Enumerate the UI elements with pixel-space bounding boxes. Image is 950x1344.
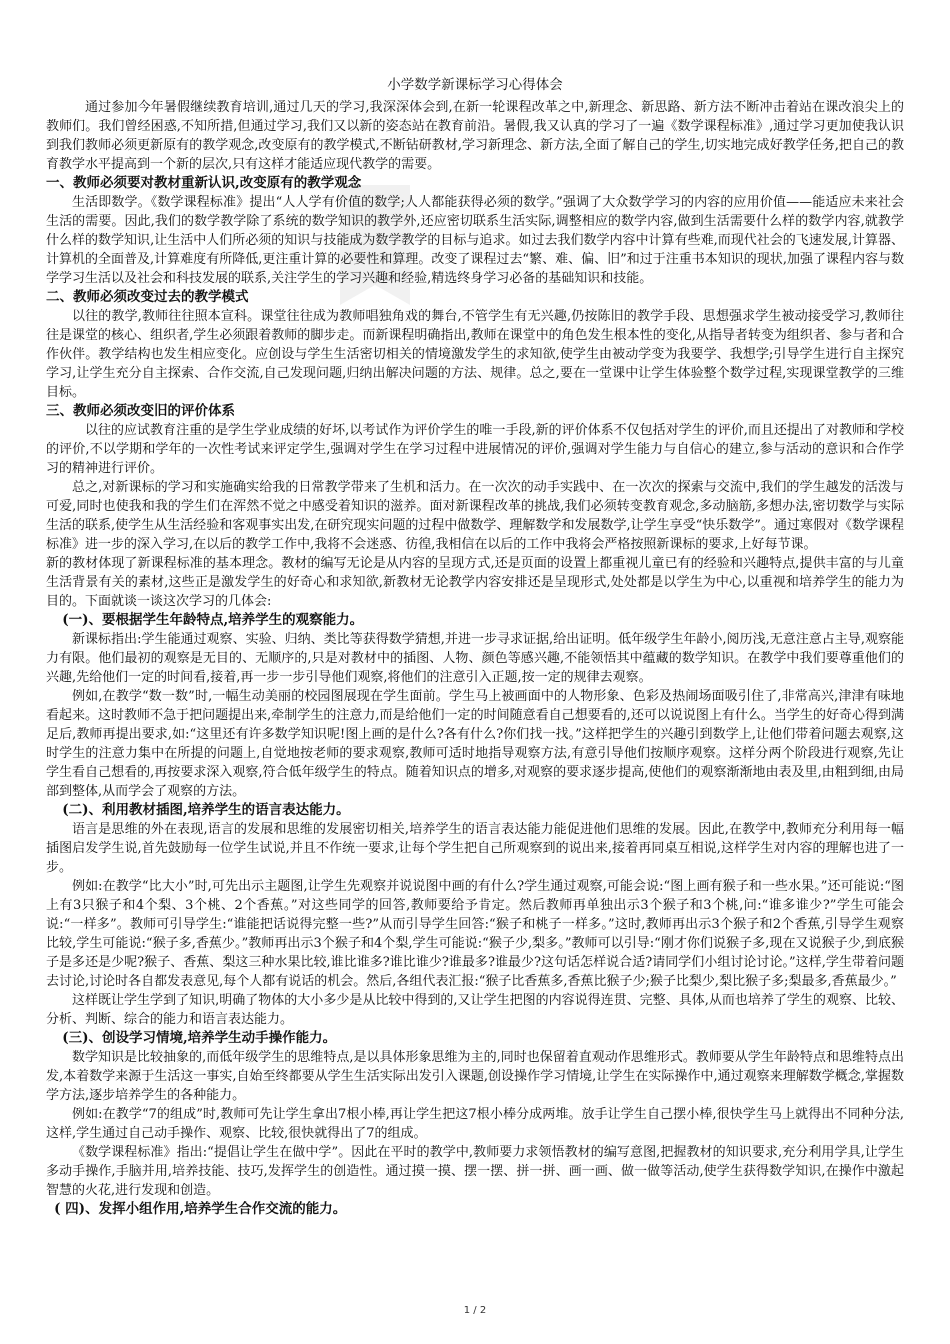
section-3-paragraph-1: 以往的应试教育注重的是学生学业成绩的好坏,以考试作为评价学生的唯一手段,新的评价体系不仅包括对学生的评价,而且还提出了对教师和学校的评价,不以学期和学年的一次性考试来评定学生,强调对学生在学习过程中进展情况的评价,强调对学生能力与自信心的建立,参与活动的意识和合作学习的精神进行评价。 (46, 423, 904, 476)
section-3-paragraph-3: 新的教材体现了新课程标准的基本理念。教材的编写无论是从内容的呈现方式,还是页面的设置上都重视儿童已有的经验和兴趣特点,提供丰富的与儿童生活背景有关的素材,这些正是激发学生的好奇心和求知欲,新教材无论教学内容安排还是呈现形式,处处都是以学生为中心,以重视和培养学生的能力为目的。下面就谈一谈这次学习的几体会: (46, 556, 904, 609)
subsection-3-paragraph-3: 《数学课程标准》指出:“提倡让学生在做中学”。因此在平时的教学中,教师要力求领悟教材的编写意图,把握教材的知识要求,充分利用学具,让学生多动手操作,手脑并用,培养技能、技巧,发挥学生的创造性。通过摸一摸、摆一摆、拼一拼、画一画、做一做等活动,使学生获得数学知识,在操作中激起智慧的火花,进行发现和创造。 (46, 1145, 904, 1198)
page-number: 1 / 2 (463, 1305, 487, 1316)
subsection-1-paragraph-1: 新课标指出:学生能通过观察、实验、归纳、类比等获得数学猜想,并进一步寻求证据,给出证明。低年级学生年龄小,阅历浅,无意注意占主导,观察能力有限。他们最初的观察是无目的、无顺序的,只是对教材中的插图、人物、颜色等感兴趣,不能领悟其中蕴藏的数学知识。在教学中我们要尊重他们的兴趣,先给他们一定的时间看,接着,再一步一步引导他们观察,将他们的注意引入正题,按一定的规律去观察。 (46, 632, 904, 685)
subsection-4-heading: ( 四)、发挥小组作用,培养学生合作交流的能力。 (54, 1201, 347, 1217)
section-2-heading: 二、教师必须改变过去的教学模式 (46, 289, 249, 305)
subsection-1-paragraph-2: 例如,在教学“数一数”时,一幅生动美丽的校园图展现在学生面前。学生马上被画面中的人物形象、色彩及热闹场面吸引住了,非常高兴,津津有味地看起来。这时教师不急于把问题提出来,牵制学生的注意力,而是给他们一定的时间随意看自己想要看的,还可以说说图上有什么。当学生的好奇心得到满足后,教师再提出要求,如:“这里还有许多数学知识呢!图上画的是什么?各有什么?你们找一找。”这样把学生的兴趣引到数学上,让他们带着问题去观察,这时学生的注意力集中在所提的问题上,自觉地按老师的要求观察,教师可适时地指导观察方法,有意引导他们按顺序观察。这样分两个阶段进行观察,先让学生看自己想看的,再按要求深入观察,符合低年级学生的特点。随着知识点的增多,对观察的要求逐步提高,使他们的观察渐渐地由表及里,由粗到细,由局部到整体,从而学会了观察的方法。 (46, 689, 904, 799)
subsection-3-paragraph-2: 例如:在教学“7的组成”时,教师可先让学生拿出7根小棒,再让学生把这7根小棒分成两堆。放手让学生自己摆小棒,很快学生马上就得出不同种分法,这样,学生通过自己动手操作、观察、比较,很快就得出了7的组成。 (46, 1107, 904, 1141)
subsection-1-heading: (一)、要根据学生年龄特点,培养学生的观察能力。 (62, 612, 364, 628)
document-title: 小学数学新课标学习心得体会 (387, 77, 563, 93)
section-3-heading: 三、教师必须改变旧的评价体系 (46, 403, 235, 419)
section-3-paragraph-2: 总之,对新课标的学习和实施确实给我的日常教学带来了生机和活力。在一次次的动手实践中、在一次次的探索与交流中,我们的学生越发的活泼与可爱,同时也使我和我的学生们在浑然不觉之中感受着知识的滋养。面对新课程改革的挑战,我们必须转变教育观念,多动脑筋,多想办法,密切数学与实际生活的联系,使学生从生活经验和客观事实出发,在研究现实问题的过程中做数学、理解数学和发展数学,让学生享受“快乐数学”。通过寒假对《数学课程标准》进一步的深入学习,在以后的教学工作中,我将不会迷惑、彷徨,我相信在以后的工作中我将会严格按照新课标的要求,上好每节课。 (46, 480, 904, 552)
section-2-paragraph: 以往的教学,教师往往照本宣科。课堂往往成为教师唱独角戏的舞台,不管学生有无兴趣,仍按陈旧的教学手段、思想强求学生被动接受学习,教师往往是课堂的核心、组织者,学生必须跟着教师的脚步走。而新课程明确指出,教师在课堂中的角色发生根本性的变化,从指导者转变为组织者、参与者和合作伙伴。教学结构也发生相应变化。应创设与学生生活密切相关的情境激发学生的求知欲,使学生由被动学变为我要学、我想学;引导学生进行自主探究学习,让学生充分自主探索、合作交流,自己发现问题,归纳出解决问题的方法、规律。总之,要在一堂课中让学生体验整个数学过程,实现课堂教学的三维目标。 (46, 309, 904, 400)
subsection-2-paragraph-1: 语言是思维的外在表现,语言的发展和思维的发展密切相关,培养学生的语言表达能力能促进他们思维的发展。因此,在教学中,教师充分利用每一幅插图启发学生说,首先鼓励每一位学生试说,并且不作统一要求,让每个学生把自己所观察到的说出来,接着再同桌互相说,这样学生对内容的理解也进了一步。 (46, 822, 904, 875)
subsection-3-paragraph-1: 数学知识是比较抽象的,而低年级学生的思维特点,是以具体形象思维为主的,同时也保留着直观动作思维形式。教师要从学生年龄特点和思维特点出发,本着数学来源于生活这一事实,自始至终都要从学生生活实际出发引入课题,创设操作学习情境,让学生在实际操作中,通过观察来理解数学概念,掌握数学方法,逐步培养学生的各种能力。 (46, 1050, 904, 1103)
subsection-2-heading: (二)、利用教材插图,培养学生的语言表达能力。 (62, 802, 350, 818)
subsection-3-heading: (三)、创设学习情境,培养学生动手操作能力。 (62, 1030, 337, 1046)
document-body (46, 76, 904, 1219)
subsection-2-paragraph-3: 这样既让学生学到了知识,明确了物体的大小多少是从比较中得到的,又让学生把图的内容说得连贯、完整、具体,从而也培养了学生的观察、比较、分析、判断、综合的能力和语言表达能力。 (46, 993, 904, 1027)
section-1-heading: 一、教师必须要对教材重新认识,改变原有的教学观念 (46, 175, 362, 191)
intro-paragraph: 通过参加今年暑假继续教育培训,通过几天的学习,我深深体会到,在新一轮课程改革之中,新理念、新思路、新方法不断冲击着站在课改浪尖上的教师们。我们曾经困惑,不知所措,但通过学习,我们又以新的姿态站在教育前沿。暑假,我又认真的学习了一遍《数学课程标准》,通过学习更加使我认识到我们教师必须更新原有的教学观念,改变原有的教学模式,不断钻研教材,学习新理念、新方法,全面了解自己的学生,切实地完成好教学任务,把自己的教育教学水平提高到一个新的层次,只有这样才能适应现代教学的需要。 (46, 100, 904, 172)
subsection-2-paragraph-2: 例如:在教学“比大小”时,可先出示主题图,让学生先观察并说说图中画的有什么?学生通过观察,可能会说:“图上画有猴子和一些水果。”还可能说:“图上有3只猴子和4个梨、3个桃、2个香蕉。”对这些同学的回答,教师要给予肯定。然后教师再单独出示3个猴子和3个桃,问:“谁多谁少?”学生可能会说:“一样多”。教师可引导学生:“谁能把话说得完整一些?”从而引导学生回答:“猴子和桃子一样多。”这时,教师再出示3个猴子和2个香蕉,引导学生观察比较,学生可能说:“猴子多,香蕉少。”教师再出示3个猴子和4个梨,学生可能说:“猴子少,梨多。”教师可以引导:“刚才你们说猴子多,现在又说猴子少,到底猴子是多还是少呢?猴子、香蕉、梨这三种水果比较,谁比谁多?谁比谁少?谁最多?谁最少?这句话怎样说合适?请同学们小组讨论讨论。”这样,学生带着问题去讨论,讨论时各自都发表意见,每个人都有说话的机会。然后,各组代表汇报:“猴子比香蕉多,香蕉比猴子少;猴子比梨少,梨比猴子多;梨最多,香蕉最少。” (46, 879, 904, 989)
section-1-paragraph: 生活即数学。《数学课程标准》提出“人人学有价值的数学;人人都能获得必须的数学。”强调了大众数学学习的内容的应用价值——能适应未来社会生活的需要。因此,我们的数学教学除了系统的数学知识的教学外,还应密切联系生活实际,调整相应的数学内容,做到生活需要什么样的数学内容,就教学什么样的数学知识,让生活中人们所必须的知识与技能成为数学教学的目标与追求。如过去我们数学内容中计算有些难,而现代社会的飞速发展,计算器、计算机的全面普及,计算难度有所降低,更注重计算的必要性和算理。改变了课程过去“繁、难、偏、旧”和过于注重书本知识的现状,加强了课程内容与数学学习生活以及社会和科技发展的联系,关注学生的学习兴趣和经验,精选终身学习必备的基础知识和技能。 (46, 195, 904, 286)
